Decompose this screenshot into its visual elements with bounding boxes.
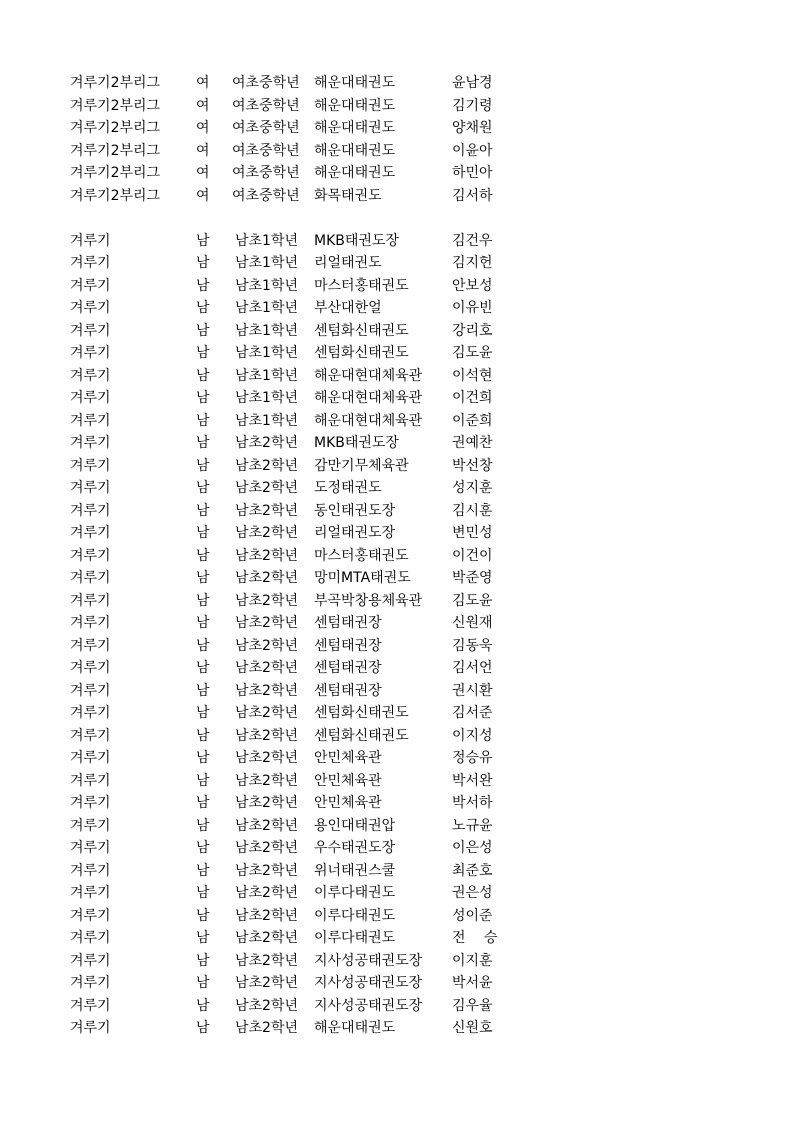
event-cell: 겨루기 xyxy=(70,750,111,766)
gym-cell: 망미MTA태권도 xyxy=(314,570,411,586)
division-cell: 남초1학년 xyxy=(235,300,299,316)
gym-cell: 해운대태권도 xyxy=(314,75,396,91)
gym-cell: 이루다태권도 xyxy=(314,930,396,946)
division-cell: 남초2학년 xyxy=(235,660,299,676)
gym-cell: 안민체육관 xyxy=(314,750,382,766)
gym-cell: 우수태권도장 xyxy=(314,840,396,856)
name-cell: 신원호 xyxy=(452,1020,493,1036)
gender-cell: 여 xyxy=(196,120,210,136)
gym-cell: 해운대태권도 xyxy=(314,165,396,181)
entry-row xyxy=(0,297,794,320)
division-cell: 남초2학년 xyxy=(235,907,299,924)
gym-cell: 동인태권도장 xyxy=(314,502,396,519)
name-cell: 박서하 xyxy=(452,795,493,811)
gym-cell: 이루다태권도 xyxy=(314,885,396,901)
gender-cell: 남 xyxy=(196,480,210,496)
gender-cell: 남 xyxy=(196,592,210,609)
event-cell: 겨루기 xyxy=(70,480,111,496)
division-cell: 남초2학년 xyxy=(235,840,299,856)
gym-cell: 부곡박창용체육관 xyxy=(314,592,423,609)
entry-row xyxy=(0,567,794,590)
entry-row xyxy=(0,747,794,770)
gender-cell: 남 xyxy=(196,457,210,474)
name-cell: 권시환 xyxy=(452,682,493,699)
event-cell: 겨루기 xyxy=(70,975,111,991)
division-cell: 남초2학년 xyxy=(235,750,299,766)
gender-cell: 남 xyxy=(196,952,210,969)
gender-cell: 남 xyxy=(196,525,210,541)
gender-cell: 남 xyxy=(196,570,210,586)
gym-cell: 해운대현대체육관 xyxy=(314,367,423,384)
entry-row xyxy=(0,995,794,1018)
event-cell: 겨루기 xyxy=(70,412,111,429)
gender-cell: 남 xyxy=(196,322,210,339)
division-cell: 남초2학년 xyxy=(235,930,299,946)
gym-cell: 지사성공태권도장 xyxy=(314,997,423,1014)
event-cell: 겨루기 xyxy=(70,345,111,361)
gender-cell: 남 xyxy=(196,682,210,699)
event-cell: 겨루기 xyxy=(70,525,111,541)
name-cell: 김시훈 xyxy=(452,502,493,519)
entry-row xyxy=(0,140,794,163)
event-cell: 겨루기 xyxy=(70,772,111,789)
gender-cell: 남 xyxy=(196,637,210,654)
event-cell: 겨루기 xyxy=(70,727,111,744)
entry-row xyxy=(0,252,794,275)
gender-cell: 남 xyxy=(196,660,210,676)
division-cell: 남초1학년 xyxy=(235,255,299,271)
event-cell: 겨루기 xyxy=(70,322,111,339)
name-cell: 김동욱 xyxy=(452,637,493,654)
event-cell: 겨루기2부리그 xyxy=(70,142,161,159)
gym-cell: 감만기무체육관 xyxy=(314,457,409,474)
division-cell: 남초2학년 xyxy=(235,547,299,564)
gender-cell: 남 xyxy=(196,435,210,451)
event-cell: 겨루기 xyxy=(70,1020,111,1036)
division-cell: 남초2학년 xyxy=(235,795,299,811)
gym-cell: 마스터홍태권도 xyxy=(314,277,409,294)
event-cell: 겨루기 xyxy=(70,907,111,924)
division-cell: 남초2학년 xyxy=(235,885,299,901)
gender-cell: 여 xyxy=(196,75,210,91)
division-cell: 여초중학년 xyxy=(232,120,300,136)
entry-row xyxy=(0,950,794,973)
gym-cell: 이루다태권도 xyxy=(314,907,396,924)
entry-row xyxy=(0,972,794,995)
gym-cell: 센텀화신태권도 xyxy=(314,345,409,361)
gender-cell: 남 xyxy=(196,750,210,766)
division-cell: 여초중학년 xyxy=(232,97,300,114)
entry-row xyxy=(0,365,794,388)
division-cell: 남초2학년 xyxy=(235,480,299,496)
entry-row xyxy=(0,432,794,455)
entry-row xyxy=(0,320,794,343)
name-cell: 김도윤 xyxy=(452,345,493,361)
name-cell: 이윤아 xyxy=(452,142,493,159)
division-cell: 남초2학년 xyxy=(235,615,299,631)
gender-cell: 남 xyxy=(196,907,210,924)
event-cell: 겨루기 xyxy=(70,817,111,834)
entry-group xyxy=(0,72,794,207)
name-cell: 김건우 xyxy=(452,232,493,249)
gym-cell: 위너태권스쿨 xyxy=(314,862,396,879)
gym-cell: 센텀화신태권도 xyxy=(314,705,409,721)
entry-row xyxy=(0,477,794,500)
gender-cell: 남 xyxy=(196,547,210,564)
event-cell: 겨루기2부리그 xyxy=(70,165,161,181)
gender-cell: 남 xyxy=(196,300,210,316)
event-cell: 겨루기 xyxy=(70,930,111,946)
event-cell: 겨루기 xyxy=(70,390,111,406)
event-cell: 겨루기 xyxy=(70,300,111,316)
gender-cell: 남 xyxy=(196,885,210,901)
name-cell: 성이준 xyxy=(452,907,493,924)
gym-cell: 마스터홍태권도 xyxy=(314,547,409,564)
gender-cell: 남 xyxy=(196,795,210,811)
gym-cell: 도정태권도 xyxy=(314,480,382,496)
gender-cell: 여 xyxy=(196,165,210,181)
event-cell: 겨루기 xyxy=(70,502,111,519)
entry-row xyxy=(0,927,794,950)
gym-cell: 센텀화신태권도 xyxy=(314,727,409,744)
event-cell: 겨루기 xyxy=(70,637,111,654)
division-cell: 남초2학년 xyxy=(235,705,299,721)
name-cell: 김우율 xyxy=(452,997,493,1014)
event-cell: 겨루기 xyxy=(70,277,111,294)
division-cell: 남초2학년 xyxy=(235,1020,299,1036)
event-cell: 겨루기 xyxy=(70,840,111,856)
event-cell: 겨루기2부리그 xyxy=(70,97,161,114)
name-cell: 안보성 xyxy=(452,277,493,294)
gym-cell: 지사성공태권도장 xyxy=(314,975,423,991)
entry-row xyxy=(0,725,794,748)
name-cell: 이은성 xyxy=(452,840,493,856)
gym-cell: MKB태권도장 xyxy=(314,232,399,249)
gym-cell: 센텀태권장 xyxy=(314,660,382,676)
gender-cell: 남 xyxy=(196,1020,210,1036)
gender-cell: 남 xyxy=(196,232,210,249)
name-cell: 박선창 xyxy=(452,457,493,474)
gender-cell: 남 xyxy=(196,930,210,946)
roster-list xyxy=(0,72,794,1040)
division-cell: 남초1학년 xyxy=(235,412,299,429)
gender-cell: 남 xyxy=(196,345,210,361)
name-cell: 권예찬 xyxy=(452,435,493,451)
name-cell: 김서하 xyxy=(452,187,493,204)
entry-row xyxy=(0,117,794,140)
gym-cell: 용인대태권압 xyxy=(314,817,396,834)
division-cell: 여초중학년 xyxy=(232,75,300,91)
event-cell: 겨루기 xyxy=(70,435,111,451)
gym-cell: 화목태권도 xyxy=(314,187,382,204)
division-cell: 남초1학년 xyxy=(235,322,299,339)
division-cell: 남초2학년 xyxy=(235,592,299,609)
division-cell: 남초2학년 xyxy=(235,502,299,519)
name-cell: 김서언 xyxy=(452,660,493,676)
division-cell: 남초2학년 xyxy=(235,997,299,1014)
division-cell: 남초1학년 xyxy=(235,367,299,384)
entry-row xyxy=(0,590,794,613)
division-cell: 여초중학년 xyxy=(232,142,300,159)
division-cell: 남초2학년 xyxy=(235,457,299,474)
gender-cell: 남 xyxy=(196,862,210,879)
name-cell: 강리호 xyxy=(452,322,493,339)
division-cell: 남초2학년 xyxy=(235,772,299,789)
name-cell: 하민아 xyxy=(452,165,493,181)
gym-cell: 해운대현대체육관 xyxy=(314,412,423,429)
division-cell: 남초2학년 xyxy=(235,817,299,834)
event-cell: 겨루기 xyxy=(70,615,111,631)
gender-cell: 남 xyxy=(196,277,210,294)
event-cell: 겨루기 xyxy=(70,660,111,676)
entry-row xyxy=(0,815,794,838)
gym-cell: 해운대현대체육관 xyxy=(314,390,423,406)
entry-row xyxy=(0,342,794,365)
division-cell: 남초1학년 xyxy=(235,345,299,361)
entry-row xyxy=(0,657,794,680)
event-cell: 겨루기 xyxy=(70,547,111,564)
gender-cell: 남 xyxy=(196,367,210,384)
gender-cell: 여 xyxy=(196,97,210,114)
name-cell: 김기령 xyxy=(452,97,493,114)
entry-row xyxy=(0,792,794,815)
division-cell: 남초2학년 xyxy=(235,435,299,451)
gender-cell: 남 xyxy=(196,997,210,1014)
name-cell: 전 승 xyxy=(452,930,498,946)
gym-cell: 센텀태권장 xyxy=(314,615,382,631)
event-cell: 겨루기 xyxy=(70,367,111,384)
division-cell: 남초1학년 xyxy=(235,390,299,406)
division-cell: 남초2학년 xyxy=(235,570,299,586)
gym-cell: 해운대태권도 xyxy=(314,97,396,114)
gym-cell: 해운대태권도 xyxy=(314,142,396,159)
name-cell: 윤남경 xyxy=(452,75,493,91)
division-cell: 여초중학년 xyxy=(232,187,300,204)
event-cell: 겨루기2부리그 xyxy=(70,120,161,136)
event-cell: 겨루기 xyxy=(70,255,111,271)
gender-cell: 여 xyxy=(196,187,210,204)
name-cell: 신원재 xyxy=(452,615,493,631)
entry-row xyxy=(0,680,794,703)
event-cell: 겨루기 xyxy=(70,705,111,721)
event-cell: 겨루기 xyxy=(70,952,111,969)
name-cell: 이유빈 xyxy=(452,300,493,316)
gym-cell: 센텀태권장 xyxy=(314,682,382,699)
name-cell: 노규윤 xyxy=(452,817,493,834)
name-cell: 정승유 xyxy=(452,750,493,766)
entry-row xyxy=(0,837,794,860)
event-cell: 겨루기 xyxy=(70,885,111,901)
event-cell: 겨루기 xyxy=(70,795,111,811)
division-cell: 남초2학년 xyxy=(235,862,299,879)
gender-cell: 남 xyxy=(196,727,210,744)
name-cell: 변민성 xyxy=(452,525,493,541)
division-cell: 여초중학년 xyxy=(232,165,300,181)
division-cell: 남초2학년 xyxy=(235,682,299,699)
gender-cell: 남 xyxy=(196,772,210,789)
event-cell: 겨루기 xyxy=(70,570,111,586)
division-cell: 남초1학년 xyxy=(235,277,299,294)
entry-row xyxy=(0,522,794,545)
name-cell: 박서윤 xyxy=(452,975,493,991)
division-cell: 남초2학년 xyxy=(235,975,299,991)
entry-row xyxy=(0,72,794,95)
entry-row xyxy=(0,162,794,185)
gender-cell: 남 xyxy=(196,502,210,519)
name-cell: 박서완 xyxy=(452,772,493,789)
division-cell: 남초2학년 xyxy=(235,727,299,744)
entry-row xyxy=(0,455,794,478)
name-cell: 이지성 xyxy=(452,727,493,744)
entry-row xyxy=(0,275,794,298)
entry-row xyxy=(0,860,794,883)
gender-cell: 여 xyxy=(196,142,210,159)
gender-cell: 남 xyxy=(196,412,210,429)
gender-cell: 남 xyxy=(196,615,210,631)
event-cell: 겨루기 xyxy=(70,862,111,879)
entry-row xyxy=(0,545,794,568)
entry-row xyxy=(0,95,794,118)
gym-cell: 지사성공태권도장 xyxy=(314,952,423,969)
gym-cell: 센텀화신태권도 xyxy=(314,322,409,339)
name-cell: 이건희 xyxy=(452,390,493,406)
entry-group xyxy=(0,230,794,1040)
gender-cell: 남 xyxy=(196,390,210,406)
division-cell: 남초2학년 xyxy=(235,525,299,541)
entry-row xyxy=(0,387,794,410)
gym-cell: 안민체육관 xyxy=(314,772,382,789)
gym-cell: 리얼태권도장 xyxy=(314,525,396,541)
gym-cell: 안민체육관 xyxy=(314,795,382,811)
gym-cell: MKB태권도장 xyxy=(314,435,399,451)
event-cell: 겨루기 xyxy=(70,997,111,1014)
gym-cell: 센텀태권장 xyxy=(314,637,382,654)
name-cell: 김지헌 xyxy=(452,255,493,271)
name-cell: 박준영 xyxy=(452,570,493,586)
gender-cell: 남 xyxy=(196,975,210,991)
entry-row xyxy=(0,230,794,253)
entry-row xyxy=(0,770,794,793)
event-cell: 겨루기 xyxy=(70,592,111,609)
name-cell: 이지훈 xyxy=(452,952,493,969)
gender-cell: 남 xyxy=(196,817,210,834)
gym-cell: 해운대태권도 xyxy=(314,1020,396,1036)
event-cell: 겨루기 xyxy=(70,682,111,699)
entry-row xyxy=(0,635,794,658)
name-cell: 성지훈 xyxy=(452,480,493,496)
gender-cell: 남 xyxy=(196,840,210,856)
entry-row xyxy=(0,882,794,905)
division-cell: 남초2학년 xyxy=(235,637,299,654)
gym-cell: 리얼태권도 xyxy=(314,255,382,271)
entry-row xyxy=(0,905,794,928)
name-cell: 이준희 xyxy=(452,412,493,429)
name-cell: 최준호 xyxy=(452,862,493,879)
entry-row xyxy=(0,500,794,523)
name-cell: 양채원 xyxy=(452,120,493,136)
event-cell: 겨루기2부리그 xyxy=(70,187,161,204)
gender-cell: 남 xyxy=(196,255,210,271)
gym-cell: 해운대태권도 xyxy=(314,120,396,136)
event-cell: 겨루기 xyxy=(70,457,111,474)
name-cell: 이석현 xyxy=(452,367,493,384)
name-cell: 이건이 xyxy=(452,547,493,564)
entry-row xyxy=(0,612,794,635)
name-cell: 김도윤 xyxy=(452,592,493,609)
division-cell: 남초1학년 xyxy=(235,232,299,249)
entry-row xyxy=(0,185,794,208)
event-cell: 겨루기2부리그 xyxy=(70,75,161,91)
entry-row xyxy=(0,1017,794,1040)
gender-cell: 남 xyxy=(196,705,210,721)
entry-row xyxy=(0,702,794,725)
gym-cell: 부산대한얼 xyxy=(314,300,382,316)
event-cell: 겨루기 xyxy=(70,232,111,249)
entry-row xyxy=(0,410,794,433)
name-cell: 권은성 xyxy=(452,885,493,901)
division-cell: 남초2학년 xyxy=(235,952,299,969)
name-cell: 김서준 xyxy=(452,705,493,721)
